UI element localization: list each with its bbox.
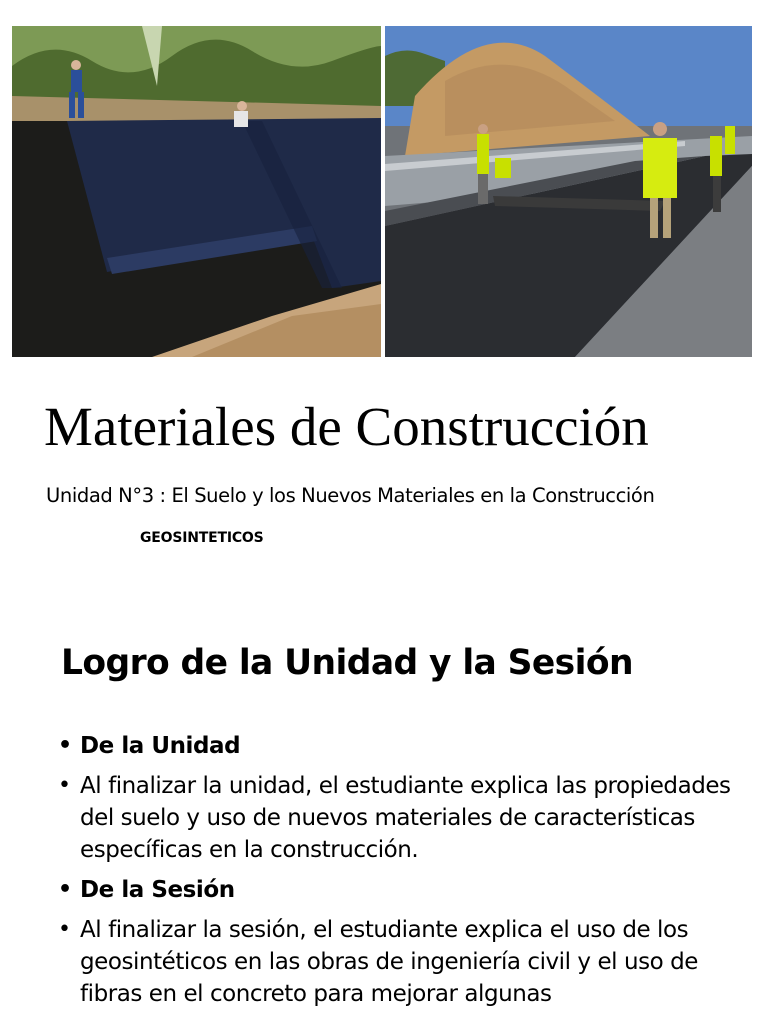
list-item-text: De la Sesión bbox=[80, 877, 235, 903]
road-paving-photo bbox=[385, 26, 752, 357]
topic-tag: GEOSINTETICOS bbox=[140, 530, 264, 546]
presentation-title: Materiales de Construcción bbox=[44, 396, 649, 457]
bullet-dot: • bbox=[58, 917, 71, 942]
list-item-text: De la Unidad bbox=[80, 733, 241, 759]
geotextile-slope-photo bbox=[12, 26, 381, 357]
list-item-text: Al finalizar la unidad, el estudiante explica las propiedades del suelo y uso de nuevos materiales de características específicas en la construcción. bbox=[80, 773, 731, 863]
list-item bbox=[58, 730, 748, 762]
section-heading: Logro de la Unidad y la Sesión bbox=[61, 643, 633, 683]
list-item-text: Al finalizar la sesión, el estudiante explica el uso de los geosintéticos en las obras de ingeniería civil y el uso de fibras en el concreto para mejorar algunas bbox=[80, 917, 698, 1007]
list-item bbox=[58, 770, 748, 866]
bullet-dot: • bbox=[58, 733, 72, 758]
bullet-dot: • bbox=[58, 773, 71, 798]
bullet-dot: • bbox=[58, 877, 72, 902]
list-item bbox=[58, 914, 748, 1010]
objectives-list bbox=[58, 730, 748, 1018]
unit-subtitle: Unidad N°3 : El Suelo y los Nuevos Materiales en la Construcción bbox=[46, 484, 655, 507]
list-item bbox=[58, 874, 748, 906]
